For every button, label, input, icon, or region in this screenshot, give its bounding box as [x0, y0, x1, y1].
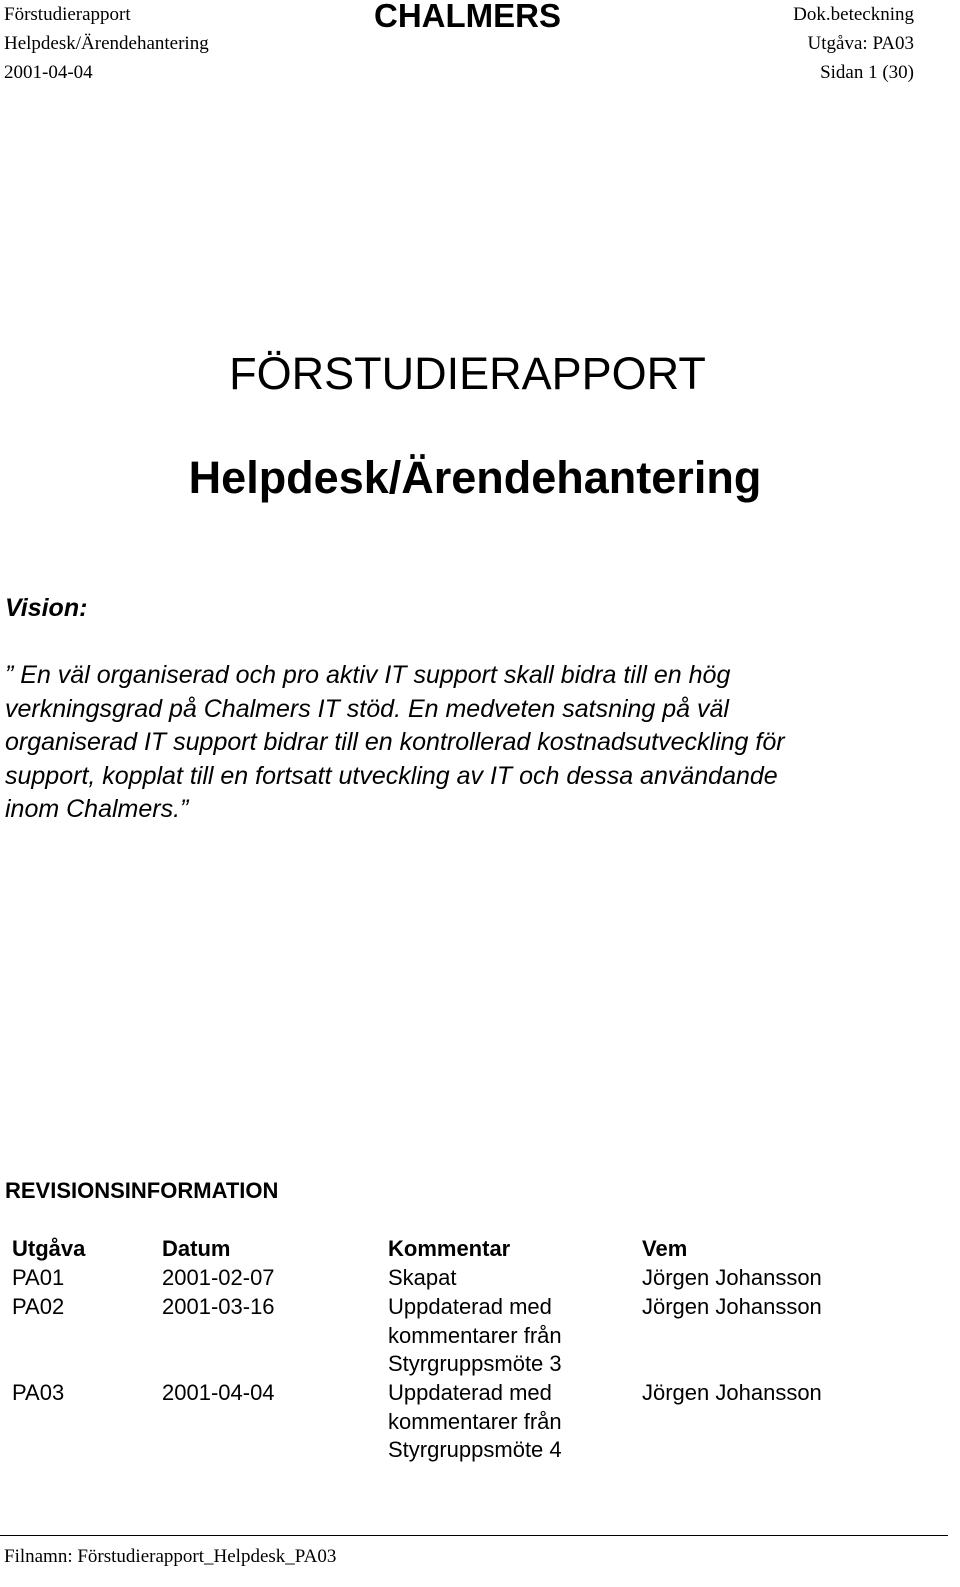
comment-line: Uppdaterad med: [388, 1380, 552, 1405]
vision-line: organiserad IT support bidrar till en kontrollerad kostnadsutveckling för: [5, 728, 785, 756]
row-who: Jörgen Johansson: [642, 1265, 822, 1290]
vision-statement: [5, 659, 920, 827]
row-who: Jörgen Johansson: [642, 1380, 822, 1405]
footer-filename: Filnamn: Förstudierapport_Helpdesk_PA03: [4, 1546, 337, 1567]
header-doc-type: Förstudierapport: [4, 4, 131, 25]
comment-line: kommentarer från: [388, 1408, 562, 1434]
row-who: Jörgen Johansson: [642, 1294, 822, 1319]
table-row: [12, 1264, 912, 1293]
column-header-who: Vem: [642, 1236, 688, 1261]
footer-divider: [0, 1535, 948, 1536]
vision-line: ” En väl organiserad och pro aktiv IT support skall bidra till en hög: [5, 661, 731, 689]
column-header-date: Datum: [162, 1236, 231, 1261]
comment-line: Uppdaterad med: [388, 1294, 552, 1319]
row-date: 2001-03-16: [162, 1294, 275, 1319]
row-comment: [388, 1379, 562, 1465]
row-version: PA03: [12, 1380, 65, 1405]
table-row: [12, 1293, 912, 1379]
row-date: 2001-02-07: [162, 1265, 275, 1290]
vision-line: inom Chalmers.”: [5, 795, 189, 823]
comment-line: Skapat: [388, 1265, 457, 1290]
comment-line: Styrgruppsmöte 3: [388, 1351, 562, 1377]
revision-table-header: [12, 1235, 912, 1264]
header-page-number: Sidan 1 (30): [820, 62, 914, 83]
header-project: Helpdesk/Ärendehantering: [4, 33, 209, 54]
header-version: Utgåva: PA03: [807, 33, 914, 54]
table-row: [12, 1379, 912, 1465]
chalmers-logo: CHALMERS: [374, 0, 561, 34]
vision-heading: Vision:: [5, 594, 88, 622]
document-subtitle: Helpdesk/Ärendehantering: [188, 452, 762, 503]
column-header-comment: Kommentar: [388, 1236, 511, 1261]
row-version: PA02: [12, 1294, 65, 1319]
row-date: 2001-04-04: [162, 1380, 275, 1405]
row-comment: [388, 1293, 562, 1379]
revision-table: [12, 1235, 912, 1465]
revision-heading: REVISIONSINFORMATION: [5, 1178, 279, 1203]
header-doc-id-label: Dok.beteckning: [793, 4, 914, 25]
column-header-version: Utgåva: [12, 1236, 86, 1261]
vision-line: verkningsgrad på Chalmers IT stöd. En medveten satsning på väl: [5, 694, 729, 723]
header-date: 2001-04-04: [4, 62, 93, 83]
document-title: FÖRSTUDIERAPPORT: [229, 348, 706, 399]
vision-line: support, kopplat till en fortsatt utveckling av IT och dessa användande: [5, 761, 778, 790]
comment-line: Styrgruppsmöte 4: [388, 1437, 562, 1463]
comment-line: kommentarer från: [388, 1322, 562, 1348]
row-comment: [388, 1264, 457, 1293]
row-version: PA01: [12, 1265, 65, 1290]
